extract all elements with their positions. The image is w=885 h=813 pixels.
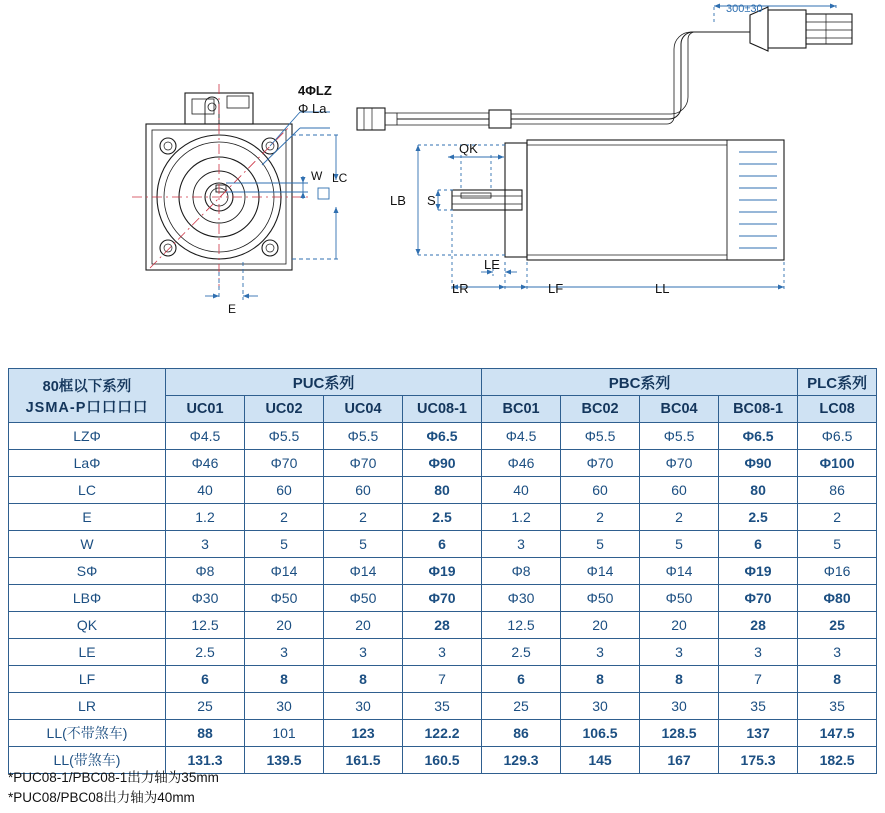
table-row (9, 531, 877, 558)
table-cell: Φ4.5 (166, 423, 245, 450)
table-cell: 6 (719, 531, 798, 558)
table-cell: 8 (561, 666, 640, 693)
table-cell: 2 (245, 504, 324, 531)
table-cell: Φ50 (324, 585, 403, 612)
table-cell: 30 (561, 693, 640, 720)
table-cell: 3 (166, 531, 245, 558)
model-header-0: UC01 (166, 396, 245, 423)
table-cell: Φ90 (719, 450, 798, 477)
table-cell: 60 (245, 477, 324, 504)
table-row (9, 585, 877, 612)
table-cell: 8 (324, 666, 403, 693)
group-header-pbc: PBC系列 (482, 369, 798, 396)
table-cell: 5 (324, 531, 403, 558)
corner-line-1: 80框以下系列 (42, 378, 132, 395)
label-la: Φ La (298, 101, 327, 116)
table-cell: Φ5.5 (640, 423, 719, 450)
label-lf: LF (548, 281, 564, 296)
spec-table (8, 368, 877, 774)
table-cell: Φ14 (640, 558, 719, 585)
model-header-1: UC02 (245, 396, 324, 423)
table-cell: Φ46 (166, 450, 245, 477)
row-header: LL(带煞车) (9, 747, 166, 774)
label-lr: LR (452, 281, 469, 296)
table-cell: 3 (482, 531, 561, 558)
table-cell: Φ50 (245, 585, 324, 612)
row-header: SΦ (9, 558, 166, 585)
table-cell: Φ50 (561, 585, 640, 612)
label-4lz: 4ΦLZ (298, 83, 332, 98)
label-le: LE (484, 257, 500, 272)
table-cell: Φ19 (403, 558, 482, 585)
table-cell: Φ70 (324, 450, 403, 477)
table-corner-header (9, 369, 166, 423)
table-cell: Φ19 (719, 558, 798, 585)
row-header: LL(不带煞车) (9, 720, 166, 747)
group-header-puc: PUC系列 (166, 369, 482, 396)
table-cell: 25 (482, 693, 561, 720)
model-header-8: LC08 (798, 396, 877, 423)
table-cell: 5 (640, 531, 719, 558)
table-cell: 40 (166, 477, 245, 504)
table-row (9, 423, 877, 450)
table-cell: 7 (403, 666, 482, 693)
table-cell: 12.5 (482, 612, 561, 639)
table-row (9, 504, 877, 531)
table-cell: 5 (245, 531, 324, 558)
table-row (9, 558, 877, 585)
table-cell: 7 (719, 666, 798, 693)
table-cell: 106.5 (561, 720, 640, 747)
model-header-2: UC04 (324, 396, 403, 423)
table-cell: Φ6.5 (719, 423, 798, 450)
table-cell: 30 (245, 693, 324, 720)
table-cell: Φ16 (798, 558, 877, 585)
table-cell: Φ14 (561, 558, 640, 585)
model-header-6: BC04 (640, 396, 719, 423)
row-header: LC (9, 477, 166, 504)
table-cell: 1.2 (482, 504, 561, 531)
table-cell: 1.2 (166, 504, 245, 531)
table-cell: 122.2 (403, 720, 482, 747)
row-header: QK (9, 612, 166, 639)
table-cell: Φ70 (245, 450, 324, 477)
row-header: W (9, 531, 166, 558)
table-cell: Φ6.5 (798, 423, 877, 450)
table-cell: Φ14 (324, 558, 403, 585)
table-cell: 3 (324, 639, 403, 666)
table-cell: 2 (561, 504, 640, 531)
table-cell: 3 (403, 639, 482, 666)
table-cell: Φ5.5 (245, 423, 324, 450)
group-header-plc: PLC系列 (798, 369, 877, 396)
table-cell: 3 (640, 639, 719, 666)
table-cell: 145 (561, 747, 640, 774)
table-cell: 20 (324, 612, 403, 639)
label-s: S (427, 193, 436, 208)
table-cell: Φ6.5 (403, 423, 482, 450)
label-cable-length: 300±30 (726, 3, 763, 15)
table-cell: 2.5 (166, 639, 245, 666)
table-cell: 80 (403, 477, 482, 504)
table-cell: 60 (640, 477, 719, 504)
model-header-7: BC08-1 (719, 396, 798, 423)
label-qk: QK (459, 141, 478, 156)
table-cell: 30 (324, 693, 403, 720)
table-cell: 25 (166, 693, 245, 720)
row-header: LE (9, 639, 166, 666)
table-cell: 3 (719, 639, 798, 666)
table-cell: 20 (561, 612, 640, 639)
row-header: LaΦ (9, 450, 166, 477)
table-cell: 28 (403, 612, 482, 639)
model-header-4: BC01 (482, 396, 561, 423)
footnote-2: *PUC08/PBC08出力轴为40mm (8, 790, 195, 805)
table-cell: Φ80 (798, 585, 877, 612)
table-cell: 20 (245, 612, 324, 639)
table-cell: 6 (482, 666, 561, 693)
table-cell: 2.5 (403, 504, 482, 531)
table-cell: Φ90 (403, 450, 482, 477)
table-cell: Φ30 (482, 585, 561, 612)
table-cell: 80 (719, 477, 798, 504)
table-cell: 88 (166, 720, 245, 747)
table-cell: 139.5 (245, 747, 324, 774)
table-cell: 25 (798, 612, 877, 639)
table-cell: 35 (798, 693, 877, 720)
table-cell: Φ100 (798, 450, 877, 477)
label-w: W (311, 169, 323, 183)
table-cell: 20 (640, 612, 719, 639)
table-cell: 35 (403, 693, 482, 720)
table-cell: Φ70 (403, 585, 482, 612)
table-cell: 60 (324, 477, 403, 504)
table-cell: 123 (324, 720, 403, 747)
table-cell: 35 (719, 693, 798, 720)
table-cell: Φ4.5 (482, 423, 561, 450)
table-cell: 182.5 (798, 747, 877, 774)
table-cell: 6 (403, 531, 482, 558)
label-e: E (228, 302, 237, 316)
table-cell: Φ14 (245, 558, 324, 585)
table-cell: 129.3 (482, 747, 561, 774)
table-cell: 5 (561, 531, 640, 558)
table-cell: 3 (798, 639, 877, 666)
table-cell: 161.5 (324, 747, 403, 774)
spec-table-body (9, 423, 877, 774)
row-header: E (9, 504, 166, 531)
row-header: LBΦ (9, 585, 166, 612)
table-cell: 167 (640, 747, 719, 774)
table-cell: 147.5 (798, 720, 877, 747)
table-cell: Φ5.5 (561, 423, 640, 450)
spec-table-container (8, 368, 877, 774)
table-cell: 2 (640, 504, 719, 531)
table-row (9, 450, 877, 477)
table-cell: 60 (561, 477, 640, 504)
table-cell: 2 (798, 504, 877, 531)
table-row (9, 639, 877, 666)
table-cell: Φ46 (482, 450, 561, 477)
row-header: LZΦ (9, 423, 166, 450)
table-row (9, 612, 877, 639)
table-cell: 28 (719, 612, 798, 639)
table-cell: Φ5.5 (324, 423, 403, 450)
table-cell: 175.3 (719, 747, 798, 774)
table-cell: 86 (798, 477, 877, 504)
label-lb: LB (390, 193, 406, 208)
table-row (9, 720, 877, 747)
table-row (9, 477, 877, 504)
table-cell: 5 (798, 531, 877, 558)
table-cell: 3 (245, 639, 324, 666)
table-cell: 137 (719, 720, 798, 747)
table-cell: Φ8 (482, 558, 561, 585)
table-cell: Φ50 (640, 585, 719, 612)
corner-line-2: JSMA-P口口口口 (25, 399, 149, 416)
table-cell: 30 (640, 693, 719, 720)
row-header: LR (9, 693, 166, 720)
table-cell: 8 (245, 666, 324, 693)
spec-table-header (9, 369, 877, 423)
table-group-row (9, 369, 877, 396)
footnotes (8, 768, 219, 808)
footnote-1: *PUC08-1/PBC08-1出力轴为35mm (8, 770, 219, 785)
table-cell: 8 (798, 666, 877, 693)
table-cell: 8 (640, 666, 719, 693)
table-cell: 12.5 (166, 612, 245, 639)
label-ll: LL (655, 281, 670, 296)
motor-dimension-drawing (0, 0, 885, 355)
model-header-5: BC02 (561, 396, 640, 423)
table-cell: 6 (166, 666, 245, 693)
table-cell: 2.5 (482, 639, 561, 666)
row-header: LF (9, 666, 166, 693)
table-cell: Φ70 (561, 450, 640, 477)
table-cell: 131.3 (166, 747, 245, 774)
table-cell: 3 (561, 639, 640, 666)
table-row (9, 666, 877, 693)
table-cell: 40 (482, 477, 561, 504)
table-cell: 128.5 (640, 720, 719, 747)
table-cell: 160.5 (403, 747, 482, 774)
table-cell: 101 (245, 720, 324, 747)
table-cell: 2.5 (719, 504, 798, 531)
table-cell: Φ30 (166, 585, 245, 612)
table-cell: 2 (324, 504, 403, 531)
table-cell: Φ8 (166, 558, 245, 585)
table-cell: 86 (482, 720, 561, 747)
table-cell: Φ70 (719, 585, 798, 612)
table-cell: Φ70 (640, 450, 719, 477)
label-lc: LC (332, 171, 348, 185)
model-header-3: UC08-1 (403, 396, 482, 423)
table-row (9, 693, 877, 720)
